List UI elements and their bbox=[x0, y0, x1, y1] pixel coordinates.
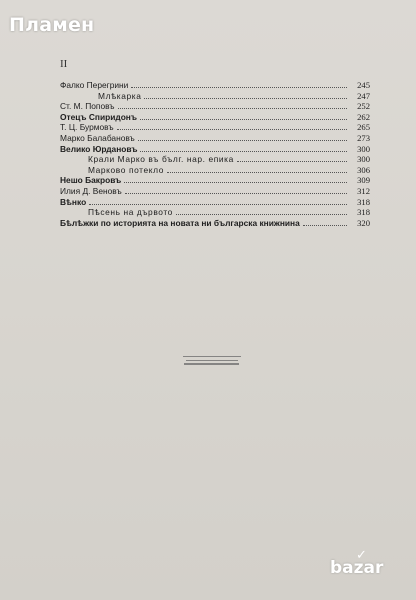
toc-title: Фалко Перегрини bbox=[60, 80, 129, 90]
footer-logo: bazar bbox=[330, 558, 384, 578]
toc-title: Ст. М. Поповъ bbox=[60, 101, 115, 112]
toc-leader-dots bbox=[176, 214, 347, 215]
toc-page-number: 300 bbox=[357, 143, 370, 154]
page-number: II bbox=[60, 58, 68, 70]
toc-row bbox=[60, 218, 370, 229]
toc-row bbox=[60, 175, 370, 186]
toc-title: Нешо Бакровъ bbox=[60, 175, 122, 186]
toc-row bbox=[60, 144, 370, 155]
toc-page-number: 318 bbox=[357, 196, 370, 207]
toc-title: Илия Д. Веновъ bbox=[60, 185, 122, 196]
toc-page-number: 312 bbox=[357, 185, 370, 196]
toc-row bbox=[60, 165, 370, 176]
toc-leader-dots bbox=[131, 87, 347, 88]
toc-page-number: 306 bbox=[357, 164, 370, 175]
toc-row bbox=[60, 91, 370, 102]
toc-title: Млѣкарка bbox=[98, 90, 142, 101]
printer-imprint bbox=[183, 356, 241, 367]
toc-leader-dots bbox=[138, 140, 347, 141]
toc-leader-dots bbox=[124, 182, 347, 183]
toc-title: Марко Балабановъ bbox=[60, 132, 135, 143]
toc-leader-dots bbox=[125, 193, 347, 194]
toc-page-number: 265 bbox=[357, 122, 370, 133]
toc-page-number: 245 bbox=[357, 80, 370, 90]
toc-leader-dots bbox=[118, 108, 347, 109]
toc-page-number: 318 bbox=[357, 207, 370, 218]
toc-page-number: 252 bbox=[357, 101, 370, 112]
toc-title: Т. Ц. Бурмовъ bbox=[60, 122, 114, 133]
toc-title: Бѣлѣжки по историята на новата ни българска книжнина bbox=[60, 217, 300, 228]
logo-check-icon: ✓ bbox=[356, 547, 367, 562]
toc-title: Отецъ Спиридонъ bbox=[60, 111, 137, 122]
toc-title: Марково потекло bbox=[88, 164, 164, 175]
toc-leader-dots bbox=[140, 151, 347, 152]
toc-leader-dots bbox=[117, 129, 347, 130]
toc-row bbox=[60, 101, 370, 112]
toc-page-number: 309 bbox=[357, 175, 370, 186]
toc-row bbox=[60, 154, 370, 165]
toc-row bbox=[60, 122, 370, 133]
toc-title: Крали Марко въ бълг. нар. епика bbox=[88, 154, 234, 165]
toc-leader-dots bbox=[167, 172, 347, 173]
toc-page-number: 300 bbox=[357, 154, 370, 165]
toc-page-number: 273 bbox=[357, 132, 370, 143]
toc-row bbox=[60, 186, 370, 197]
toc-leader-dots bbox=[237, 161, 347, 162]
toc-row bbox=[60, 207, 370, 218]
toc-row bbox=[60, 112, 370, 123]
toc-page-number: 262 bbox=[357, 111, 370, 122]
toc-row bbox=[60, 197, 370, 208]
toc-title: Вѣнко bbox=[60, 196, 87, 207]
table-of-contents bbox=[60, 80, 370, 228]
toc-page-number: 320 bbox=[357, 217, 370, 228]
toc-leader-dots bbox=[144, 98, 347, 99]
watermark-brand: Пламен bbox=[9, 14, 95, 36]
toc-page-number: 247 bbox=[357, 90, 370, 101]
toc-leader-dots bbox=[89, 204, 347, 205]
toc-row bbox=[60, 133, 370, 144]
toc-leader-dots bbox=[303, 225, 347, 226]
toc-title: Пѣсень на дървото bbox=[88, 207, 173, 218]
toc-row bbox=[60, 80, 370, 91]
toc-leader-dots bbox=[140, 119, 347, 120]
toc-title: Велико Юрдановъ bbox=[60, 143, 138, 154]
